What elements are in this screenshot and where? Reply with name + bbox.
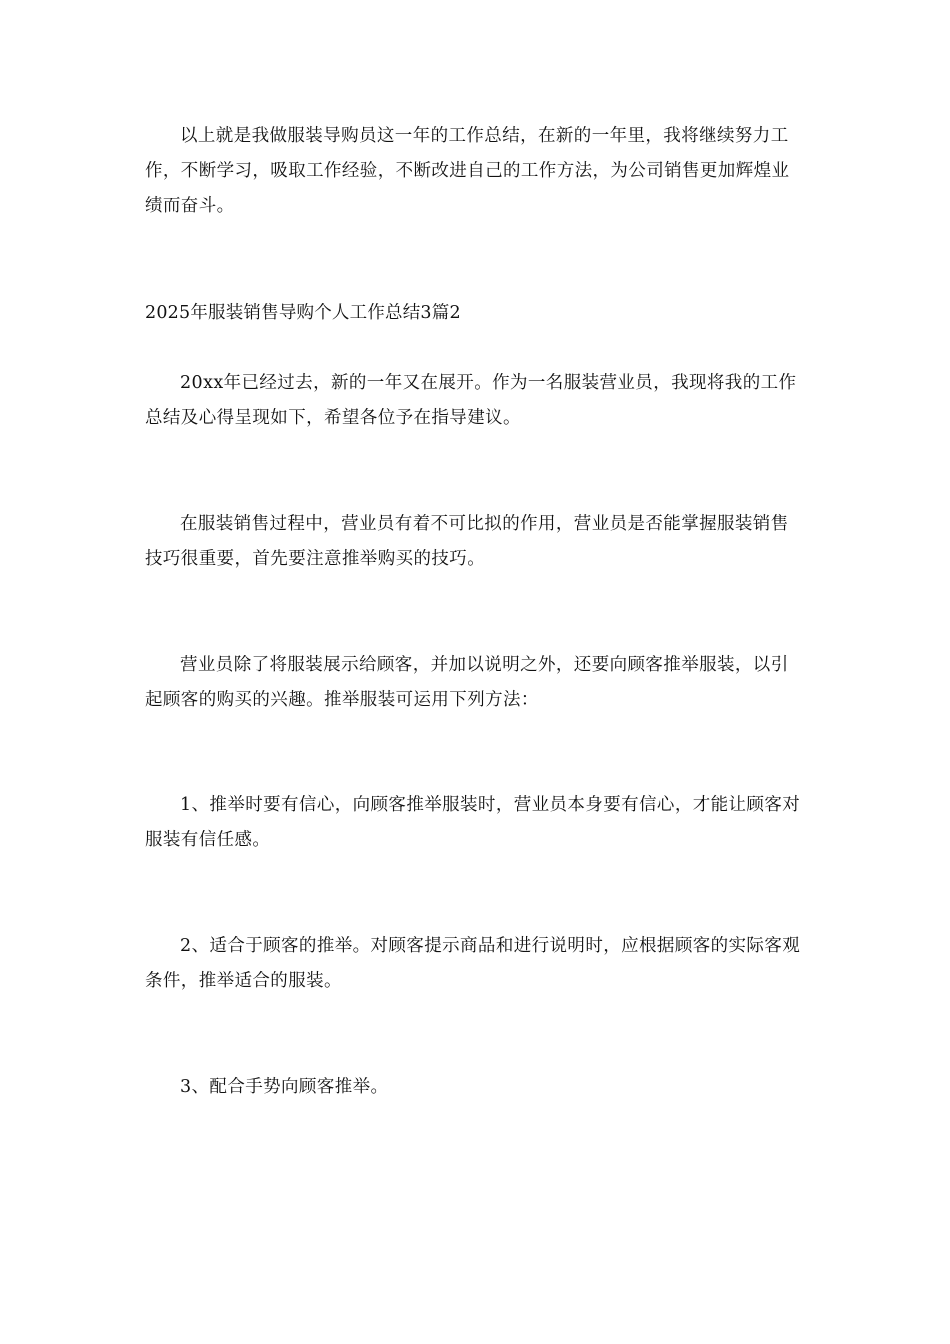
- list-item-suitable: 2、适合于顾客的推举。对顾客提示商品和进行说明时，应根据顾客的实际客观条件，推举适合的服装。: [145, 936, 801, 991]
- list-item-confidence: 1、推举时要有信心，向顾客推举服装时，营业员本身要有信心，才能让顾客对服装有信任感。: [145, 795, 801, 850]
- sales-role-paragraph: 在服装销售过程中，营业员有着不可比拟的作用，营业员是否能掌握服装销售技巧很重要，首先要注意推举购买的技巧。: [145, 514, 789, 569]
- section-heading: 2025年服装销售导购个人工作总结3篇2: [145, 303, 461, 323]
- recommend-methods-paragraph: 营业员除了将服装展示给顾客，并加以说明之外，还要向顾客推举服装，以引起顾客的购买的兴趣。推举服装可运用下列方法：: [145, 655, 789, 710]
- closing-paragraph: 以上就是我做服装导购员这一年的工作总结，在新的一年里，我将继续努力工作，不断学习，吸取工作经验，不断改进自己的工作方法，为公司销售更加辉煌业绩而奋斗。: [145, 126, 790, 216]
- intro-paragraph: 20xx年已经过去，新的一年又在展开。作为一名服装营业员，我现将我的工作总结及心得呈现如下，希望各位予在指导建议。: [145, 373, 797, 428]
- list-item-gestures: 3、配合手势向顾客推举。: [180, 1077, 389, 1097]
